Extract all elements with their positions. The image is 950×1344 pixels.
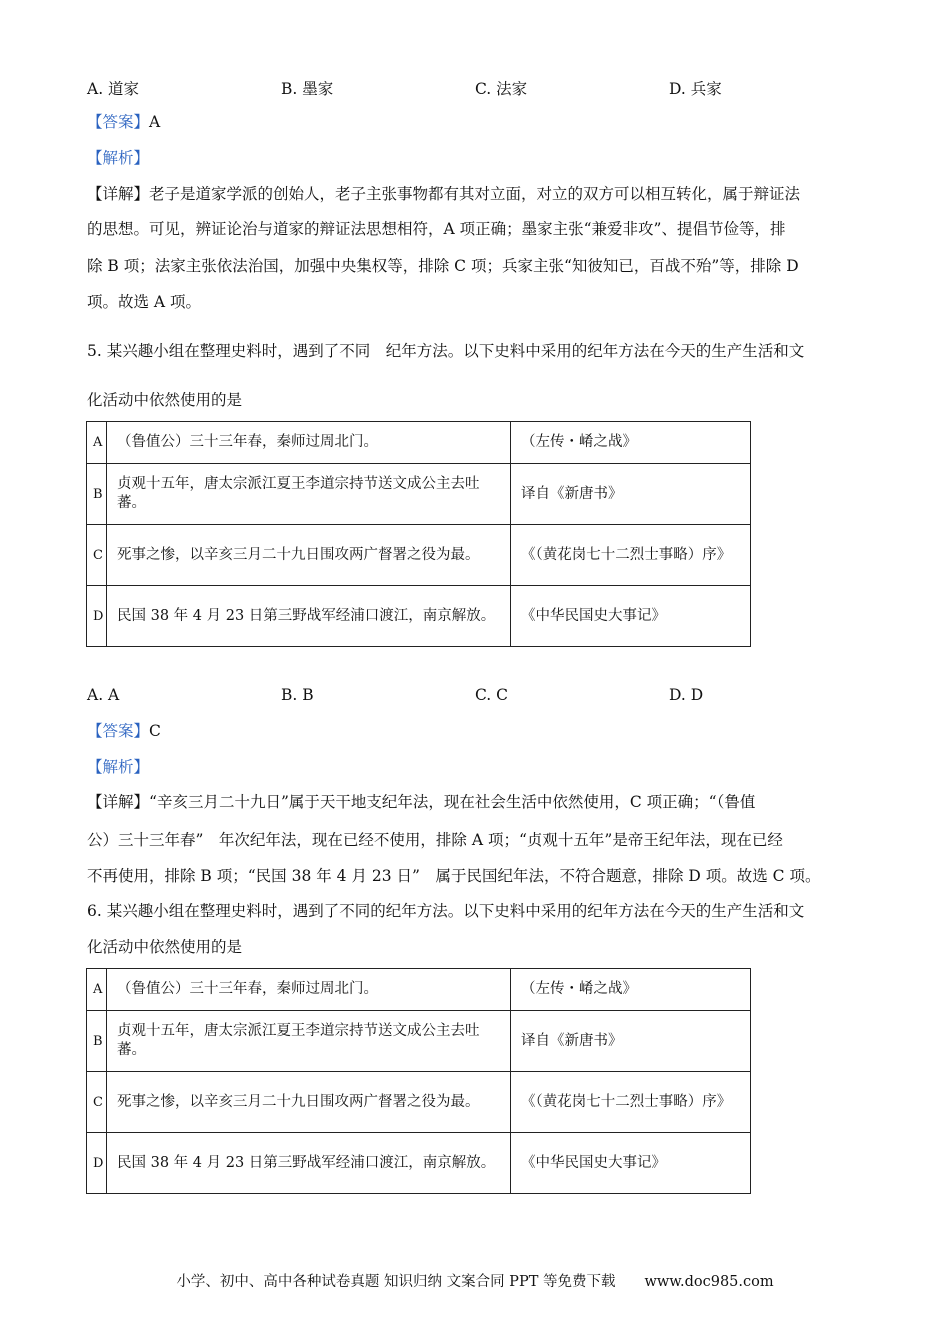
q4-analysis-tag: 【解析】 [87, 149, 150, 167]
q4-detail-line-3: 除 B 项；法家主张依法治国，加强中央集权等，排除 C 项；兵家主张“知彼知已，百战不殆”等，排除 D [87, 257, 799, 275]
q4-detail-line-2: 的思想。可见，辨证论治与道家的辩证法思想相符，A 项正确；墨家主张“兼爱非攻”、提倡节俭等，排 [87, 220, 786, 238]
row-source: 《（黄花岗七十二烈士事略）序》 [511, 525, 751, 586]
q4-option-c: C. 法家 [475, 80, 528, 98]
page-footer: 小学、初中、高中各种试卷真题 知识归纳 文案合同 PPT 等免费下载 www.doc985.com [176, 1274, 774, 1290]
row-content: 贞观十五年，唐太宗派江夏王李道宗持节送文成公主去吐蕃。 [107, 464, 511, 525]
q4-option-d: D. 兵家 [669, 80, 722, 98]
q5-stem-line-2: 化活动中依然使用的是 [87, 391, 243, 409]
table-row [87, 464, 751, 525]
row-key: A [87, 422, 107, 464]
answer-value: A [149, 113, 161, 131]
q5-options [87, 686, 847, 706]
detail-tag: 【详解】 [87, 185, 150, 203]
table-row [87, 525, 751, 586]
detail-tag: 【详解】 [87, 793, 150, 811]
row-source: 《（黄花岗七十二烈士事略）序》 [511, 1072, 751, 1133]
table-row [87, 1133, 751, 1194]
row-source: 《中华民国史大事记》 [511, 586, 751, 647]
q6-stem-line-1: 6. 某兴趣小组在整理史料时，遇到了不同的纪年方法。以下史料中采用的纪年方法在今天的生产生活和文 [87, 902, 805, 920]
row-source: 译自《新唐书》 [511, 1011, 751, 1072]
answer-value: C [149, 722, 161, 740]
q4-option-b: B. 墨家 [281, 80, 334, 98]
q6-stem-line-2: 化活动中依然使用的是 [87, 938, 243, 956]
q6-source-table [86, 968, 751, 1194]
row-key: D [87, 586, 107, 647]
row-source: （左传・崤之战》 [511, 422, 751, 464]
answer-tag: 【答案】 [87, 722, 150, 740]
q4-detail-line-4: 项。故选 A 项。 [87, 293, 202, 311]
row-content: 民国 38 年 4 月 23 日第三野战军经浦口渡江，南京解放。 [107, 586, 511, 647]
q5-detail-line-2: 公）三十三年春” 年次纪年法，现在已经不使用，排除 A 项；“贞观十五年”是帝王纪年法，现在已经 [87, 831, 783, 849]
row-key: A [87, 969, 107, 1011]
row-content: 死事之惨，以辛亥三月二十九日围攻两广督署之役为最。 [107, 525, 511, 586]
row-key: B [87, 464, 107, 525]
row-key: C [87, 1072, 107, 1133]
q5-option-a: A. A [87, 686, 120, 704]
row-source: 《中华民国史大事记》 [511, 1133, 751, 1194]
q5-option-b: B. B [281, 686, 314, 704]
row-source: 译自《新唐书》 [511, 464, 751, 525]
row-content: （鲁值公）三十三年春，秦师过周北门。 [107, 969, 511, 1011]
q5-analysis-tag: 【解析】 [87, 758, 150, 776]
q4-option-a: A. 道家 [87, 80, 140, 98]
row-content: 死事之惨，以辛亥三月二十九日围攻两广督署之役为最。 [107, 1072, 511, 1133]
table-row [87, 1011, 751, 1072]
table-row [87, 969, 751, 1011]
detail-text: “辛亥三月二十九日”属于天干地支纪年法，现在社会生活中依然使用，C 项正确；“（鲁值 [149, 793, 756, 811]
q4-detail-line-1 [87, 184, 800, 204]
q5-option-d: D. D [669, 686, 704, 704]
q5-option-c: C. C [475, 686, 509, 704]
row-content: 贞观十五年，唐太宗派江夏王李道宗持节送文成公主去吐蕃。 [107, 1011, 511, 1072]
row-content: （鲁值公）三十三年春，秦师过周北门。 [107, 422, 511, 464]
q5-stem-line-1: 5. 某兴趣小组在整理史料时，遇到了不同 纪年方法。以下史料中采用的纪年方法在今天的生产生活和文 [87, 342, 805, 360]
q5-detail-line-3: 不再使用，排除 B 项；“民国 38 年 4 月 23 日” 属于民国纪年法，不符合题意，排除 D 项。故选 C 项。 [87, 867, 821, 885]
q5-detail-line-1 [87, 792, 755, 812]
table-row [87, 586, 751, 647]
row-content: 民国 38 年 4 月 23 日第三野战军经浦口渡江，南京解放。 [107, 1133, 511, 1194]
detail-text: 老子是道家学派的创始人，老子主张事物都有其对立面，对立的双方可以相互转化，属于辩证法 [149, 185, 801, 203]
q5-answer [87, 721, 161, 741]
answer-tag: 【答案】 [87, 113, 150, 131]
row-source: （左传・崤之战》 [511, 969, 751, 1011]
table-row [87, 1072, 751, 1133]
row-key: D [87, 1133, 107, 1194]
q5-source-table [86, 421, 751, 647]
row-key: C [87, 525, 107, 586]
table-row [87, 422, 751, 464]
q4-options [87, 77, 847, 97]
q4-answer [87, 112, 160, 132]
row-key: B [87, 1011, 107, 1072]
